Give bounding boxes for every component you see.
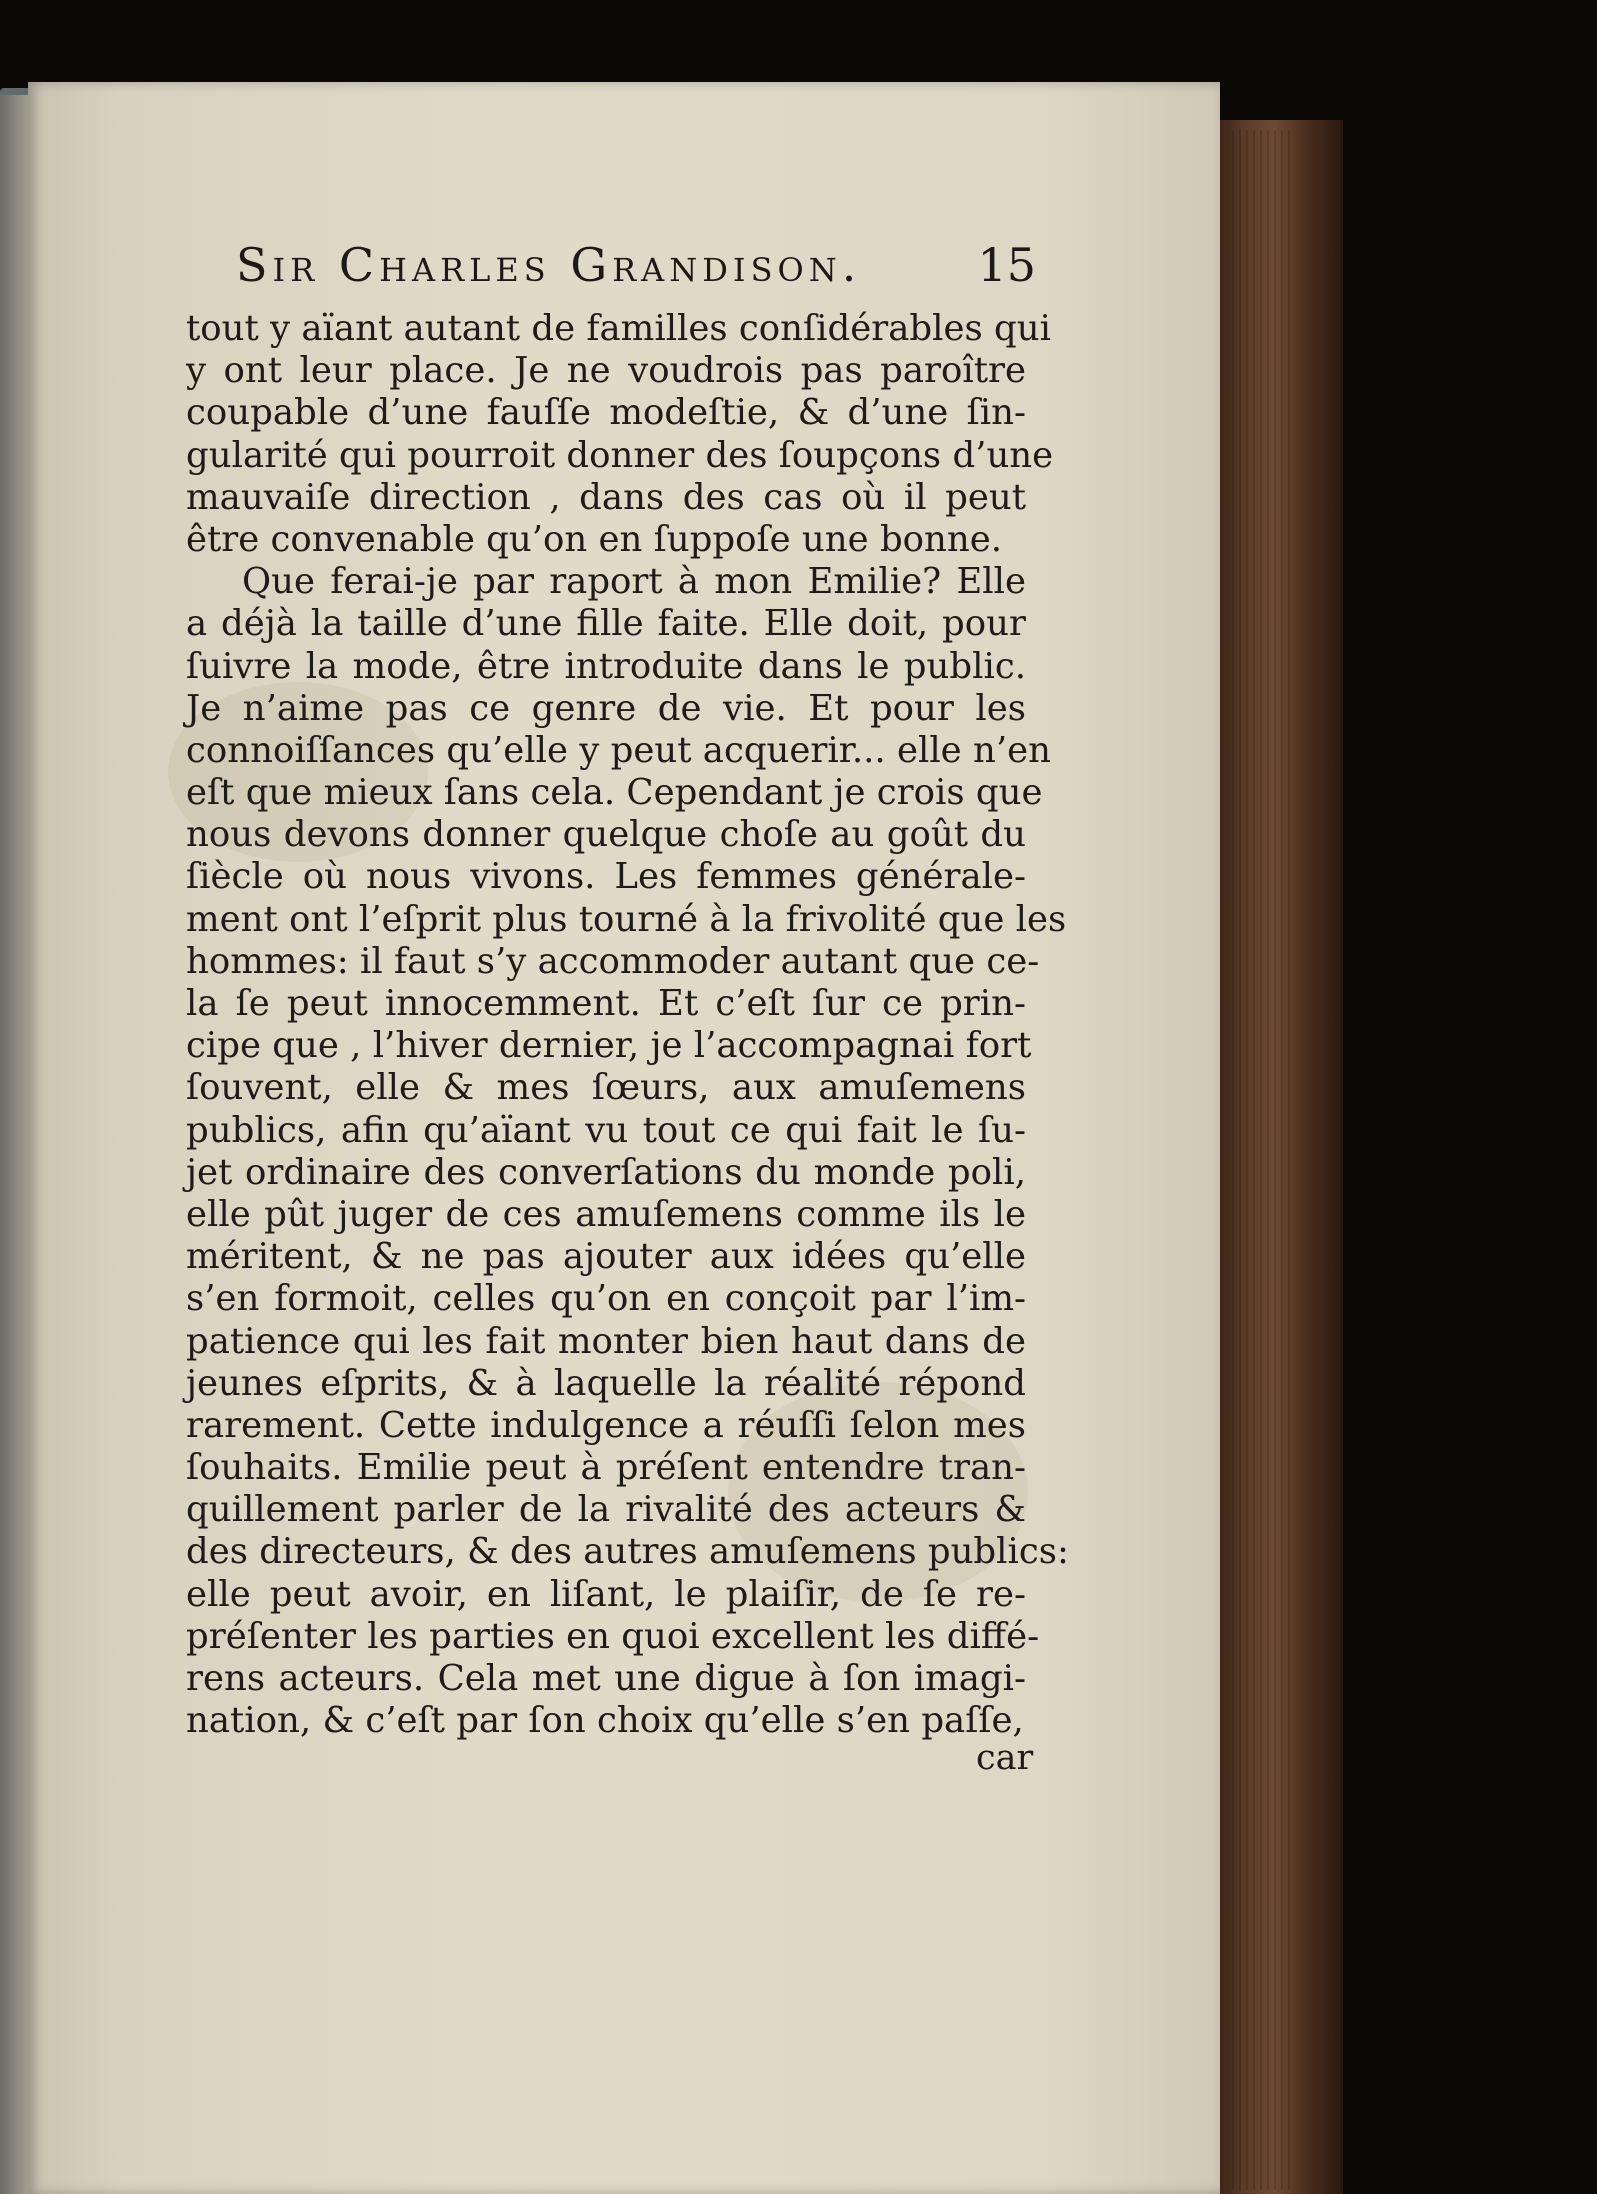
text-line: nous devons donner quelque choſe au goût du [186,814,1026,856]
text-line: la ſe peut innocemment. Et c’eſt ſur ce prin- [186,983,1026,1024]
text-line: rarement. Cette indulgence a réuſſi ſelon mes [186,1404,1026,1446]
running-header [236,238,1036,298]
text-line: connoiſſances qu’elle y peut acquerir... elle n’en [186,729,1051,771]
text-line: Je n’aime pas ce genre de vie. Et pour les [186,687,1026,729]
body-text [186,308,1069,1742]
text-line: préſenter les parties en quoi excellent les diffé- [186,1615,1040,1657]
catchword: car [976,1738,1034,1778]
text-line: ment ont l’eſprit plus tourné à la frivolité que les [186,898,1067,940]
text-line: elle pût juger de ces amuſemens comme ils le [186,1193,1026,1235]
text-line: nation, & c’eſt par ſon choix qu’elle s’en paſſe, [186,1700,1024,1742]
text-line: ſiècle où nous vivons. Les femmes générale- [186,856,1026,898]
text-line: s’en formoit, celles qu’on en conçoit par l’im- [186,1278,1026,1320]
running-title: Sir Charles Grandison. [236,238,862,292]
text-line: tout y aïant autant de familles conſidérables qui [186,308,1051,349]
text-line: rens acteurs. Cela met une digue à ſon imagi- [186,1658,1026,1699]
text-line: elle peut avoir, en liſant, le plaiſir, de ſe re- [186,1573,1026,1615]
text-line: coupable d’une fauſſe modeſtie, & d’une ſin- [186,392,1026,434]
text-line: cipe que , l’hiver dernier, je l’accompagnai fort [186,1025,1032,1067]
text-line: ſouvent, elle & mes ſœurs, aux amuſemens [186,1067,1026,1109]
text-line: quillement parler de la rivalité des acteurs & [186,1489,1026,1531]
text-line: méritent, & ne pas ajouter aux idées qu’elle [186,1236,1026,1278]
text-line: être convenable qu’on en ſuppoſe une bonne. [186,518,1003,560]
text-line: eſt que mieux ſans cela. Cependant je crois que [186,772,1043,814]
text-line: hommes: il faut s’y accommoder autant que ce- [186,940,1040,982]
text-line: patience qui les fait monter bien haut dans de [186,1320,1026,1362]
text-line: a déjà la taille d’une fille faite. Elle doit, pour [186,603,1026,645]
text-line: Que ferai-je par raport à mon Emilie? Elle [242,561,1026,603]
text-line: publics, afin qu’aïant vu tout ce qui fait le ſu- [186,1109,1026,1151]
text-line: mauvaiſe direction , dans des cas où il peut [186,476,1026,518]
text-line: ſouhaits. Emilie peut à préſent entendre tran- [186,1447,1026,1489]
book-page-edge-lines [1232,130,1292,2190]
text-line: jet ordinaire des converſations du monde poli, [186,1151,1026,1193]
text-line: des directeurs, & des autres amuſemens publics: [186,1531,1069,1573]
text-line: jeunes eſprits, & à laquelle la réalité répond [186,1362,1026,1404]
page-number: 15 [977,238,1036,292]
text-line: y ont leur place. Je ne voudrois pas paroître [186,350,1026,392]
text-line: gularité qui pourroit donner des ſoupçons d’une [186,434,1054,476]
text-line: ſuivre la mode, être introduite dans le public. [186,645,1026,687]
